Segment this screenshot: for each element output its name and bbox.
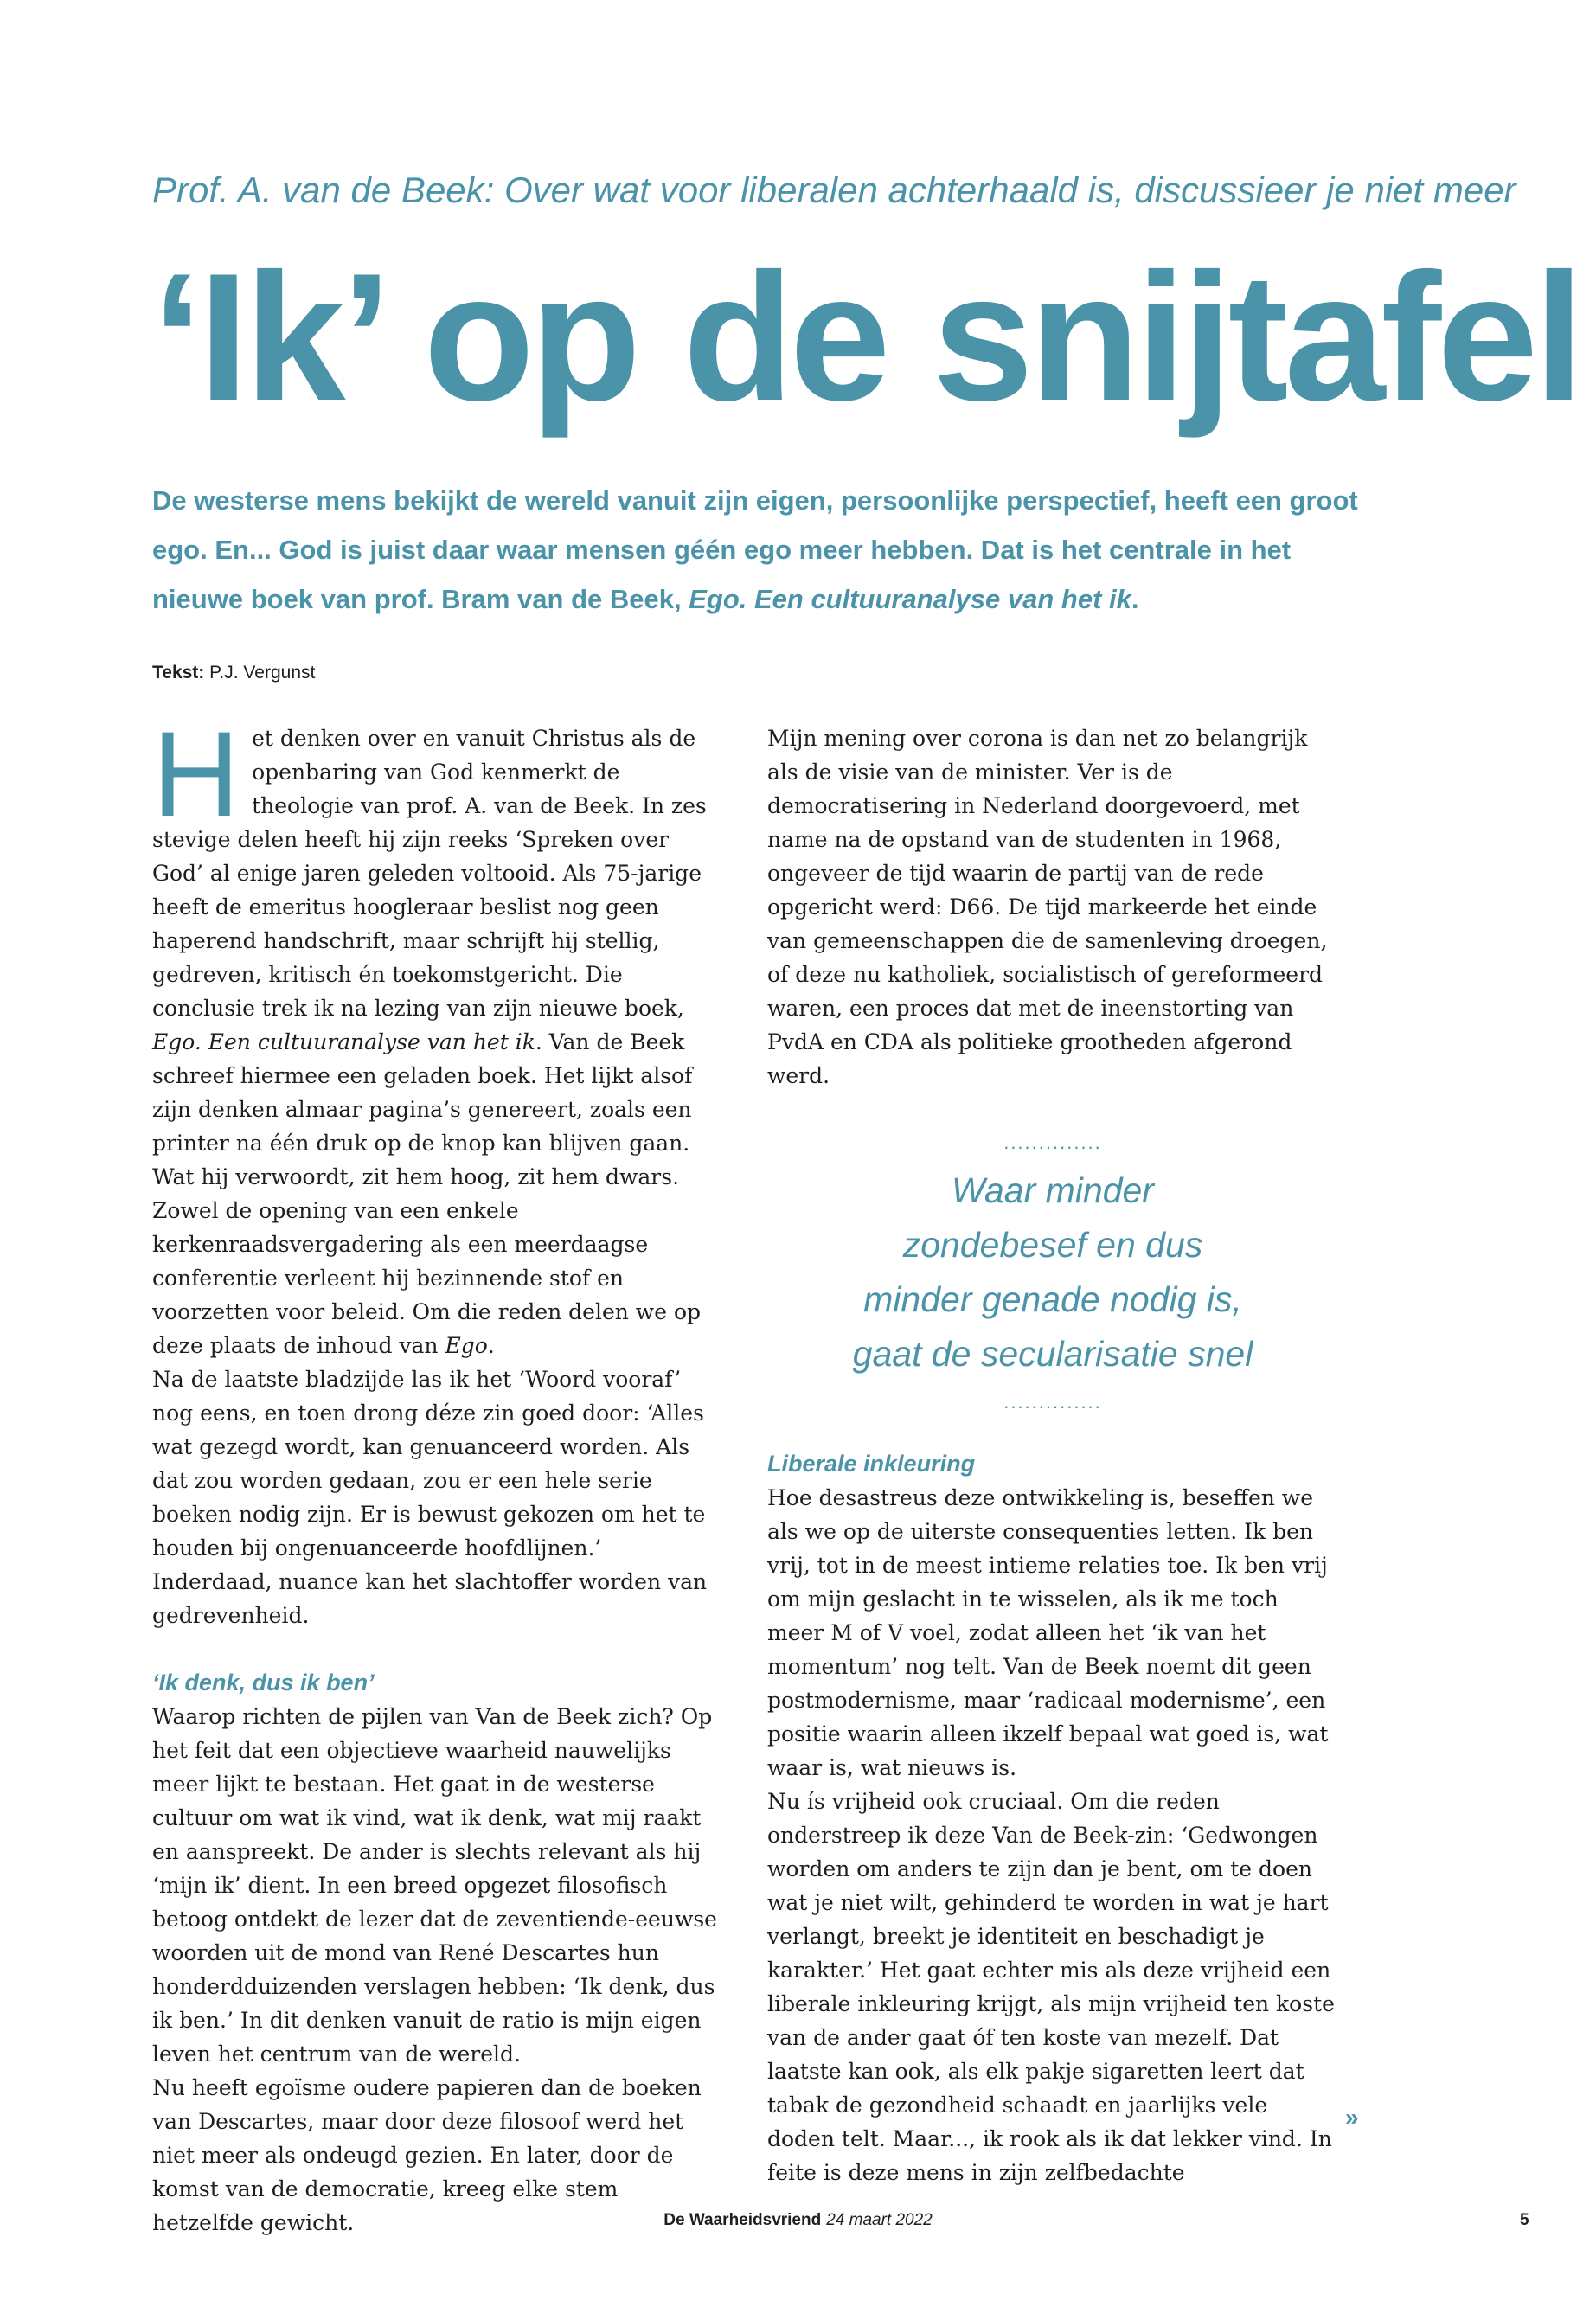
publication-name: De Waarheidsvriend: [663, 2211, 822, 2229]
lead-end: .: [1131, 584, 1139, 614]
byline: [152, 661, 315, 685]
lead-book-title: Ego. Een cultuuranalyse van het ik: [689, 584, 1131, 614]
byline-label: Tekst:: [152, 663, 205, 683]
paragraph: Mijn mening over corona is dan net zo belangrijk als de visie van de minister. Ver is de democratisering in Nederland doorgevoerd, met name na de opstand van de studenten in 1968, ongeveer de tijd waarin de partij van de rede opgericht werd: D66. De tijd markeerde het einde van gemeenschappen die de samenleving droegen, of deze nu katholiek, socialistisch of gereformeerd waren, een proces dat met de ineenstorting van PvdA en CDA als politieke grootheden afgerond werd.: [767, 726, 1328, 1088]
pull-quote-line: zondebesef en dus: [902, 1225, 1203, 1265]
book-short-title: Ego: [445, 1333, 488, 1358]
byline-author: P.J. Vergunst: [204, 663, 316, 683]
paragraph-text: et denken over en vanuit Christus als de openbaring van God kenmerkt de theologie van prof. A. van de Beek. In zes stevige delen heeft hij zijn reeks ‘Spreken over God’ al enige jaren geleden voltooid. Als 75-jarige heeft de emeritus hoogleraar beslist nog geen haperend handschrift, maar schrijft hij stellig, gedreven, kritisch én toekomstgericht. Die conclusie trek ik na lezing van zijn nieuwe boek,: [152, 726, 707, 1021]
page-number: 5: [1520, 2211, 1529, 2229]
paragraph: Waarop richten de pijlen van Van de Beek zich? Op het feit dat een objectieve waarheid nauwelijks meer lijkt te bestaan. Het gaat in de westerse cultuur om wat ik vind, wat ik denk, wat mij raakt en aanspreekt. De ander is slechts relevant als hij ‘mijn ik’ dient. In een breed opgezet filosofisch betoog ontdekt de lezer dat de zeventiende-eeuwse woorden uit de mond van René Descartes hun honderdduizenden verslagen hebben: ‘Ik denk, dus ik ben.’ In dit denken vanuit de ratio is mijn eigen leven het centrum van de wereld.: [152, 1704, 717, 2067]
paragraph-text: . Van de Beek schreef hiermee een geladen boek. Het lijkt alsof zijn denken almaar pagina’s genereert, zoals een printer na één druk op de knop kan blijven gaan. Wat hij verwoordt, zit hem hoog, zit hem dwars. Zowel de opening van een enkele kerkenraadsvergadering als een meerdaagse conferentie verleent hij bezinnende stof en voorzetten voor beleid. Om die reden delen we op deze plaats de inhoud van: [152, 1029, 701, 1358]
left-column: [152, 706, 723, 2240]
footer: [0, 2211, 1596, 2230]
paragraph: Nu ís vrijheid ook cruciaal. Om die reden onderstreep ik deze Van de Beek-zin: ‘Gedwongen worden om anders te zijn dan je bent, om te doen wat je niet wilt, gehinderd te worden in wat je hart verlangt, breekt je identiteit en beschadigt je karakter.’ Het gaat echter mis als deze vrijheid een liberale inkleuring krijgt, als mijn vrijheid ten koste van de ander gaat óf ten koste van mezelf. Dat laatste kan ook, als elk pakje sigaretten leert dat tabak de gezondheid schaadt en jaarlijks vele doden telt. Maar..., ik rook als ik dat lekker vind. In feite is deze mens in zijn zelfbedachte: [767, 1789, 1335, 2185]
pull-quote-dots-bottom: ..............: [1003, 1391, 1102, 1413]
pull-quote-line: Waar minder: [952, 1170, 1154, 1210]
paragraph-text: .: [487, 1333, 495, 1358]
opening-paragraph: [152, 706, 723, 1362]
pull-quote-dots-top: ..............: [1003, 1131, 1102, 1153]
drop-cap: H: [152, 706, 240, 842]
subhead-ik-denk: ‘Ik denk, dus ik ben’: [152, 1670, 375, 1695]
article-headline: ‘Ik’ op de snijtafel: [152, 235, 1580, 439]
continue-arrow-icon: »: [1345, 2104, 1359, 2131]
right-column: [767, 721, 1338, 2189]
lead-text: De westerse mens bekijkt de wereld vanuit zijn eigen, persoonlijke perspectief, heeft een groot ego. En... God is juist daar waar mensen géén ego meer hebben. Dat is het centrale in het nieuwe boek van prof. Bram van de Beek,: [152, 485, 1358, 614]
subhead-liberale-inkleuring: Liberale inkleuring: [767, 1451, 976, 1477]
spacer: [152, 1632, 723, 1666]
pull-quote: [767, 1132, 1338, 1413]
pull-quote-line: gaat de secularisatie snel: [852, 1334, 1253, 1374]
publication-date: 24 maart 2022: [826, 2211, 933, 2229]
paragraph: Nu heeft egoïsme oudere papieren dan de boeken van Descartes, maar door deze filosoof werd het niet meer als ondeugd gezien. En later, door de komst van de democratie, kreeg elke stem hetzelfde gewicht.: [152, 2075, 702, 2235]
pull-quote-line: minder genade nodig is,: [863, 1279, 1242, 1319]
article-lead: [152, 476, 1363, 624]
paragraph: Hoe desastreus deze ontwikkeling is, beseffen we als we op de uiterste consequenties letten. Ik ben vrij, tot in de meest intieme relaties toe. Ik ben vrij om mijn geslacht in te wisselen, als ik me toch meer M of V voel, zodat alleen het ‘ik van het momentum’ nog telt. Van de Beek noemt dit geen postmodernisme, maar ‘radicaal modernisme’, een positie waarin alleen ikzelf bepaal wat goed is, wat waar is, wat nieuws is.: [767, 1485, 1329, 1780]
paragraph: Na de laatste bladzijde las ik het ‘Woord vooraf’ nog eens, en toen drong déze zin goed door: ‘Alles wat gezegd wordt, kan genuanceerd worden. Als dat zou worden gedaan, zou er een hele serie boeken nodig zijn. Er is bewust gekozen om het te houden bij ongenuanceerde hoofdlijnen.’ Inderdaad, nuance kan het slachtoffer worden van gedrevenheid.: [152, 1367, 708, 1628]
pull-quote-text: [767, 1163, 1338, 1381]
article-kicker: Prof. A. van de Beek: Over wat voor liberalen achterhaald is, discussieer je niet meer: [152, 170, 1516, 210]
book-title-inline: Ego. Een cultuuranalyse van het ik: [152, 1029, 535, 1054]
